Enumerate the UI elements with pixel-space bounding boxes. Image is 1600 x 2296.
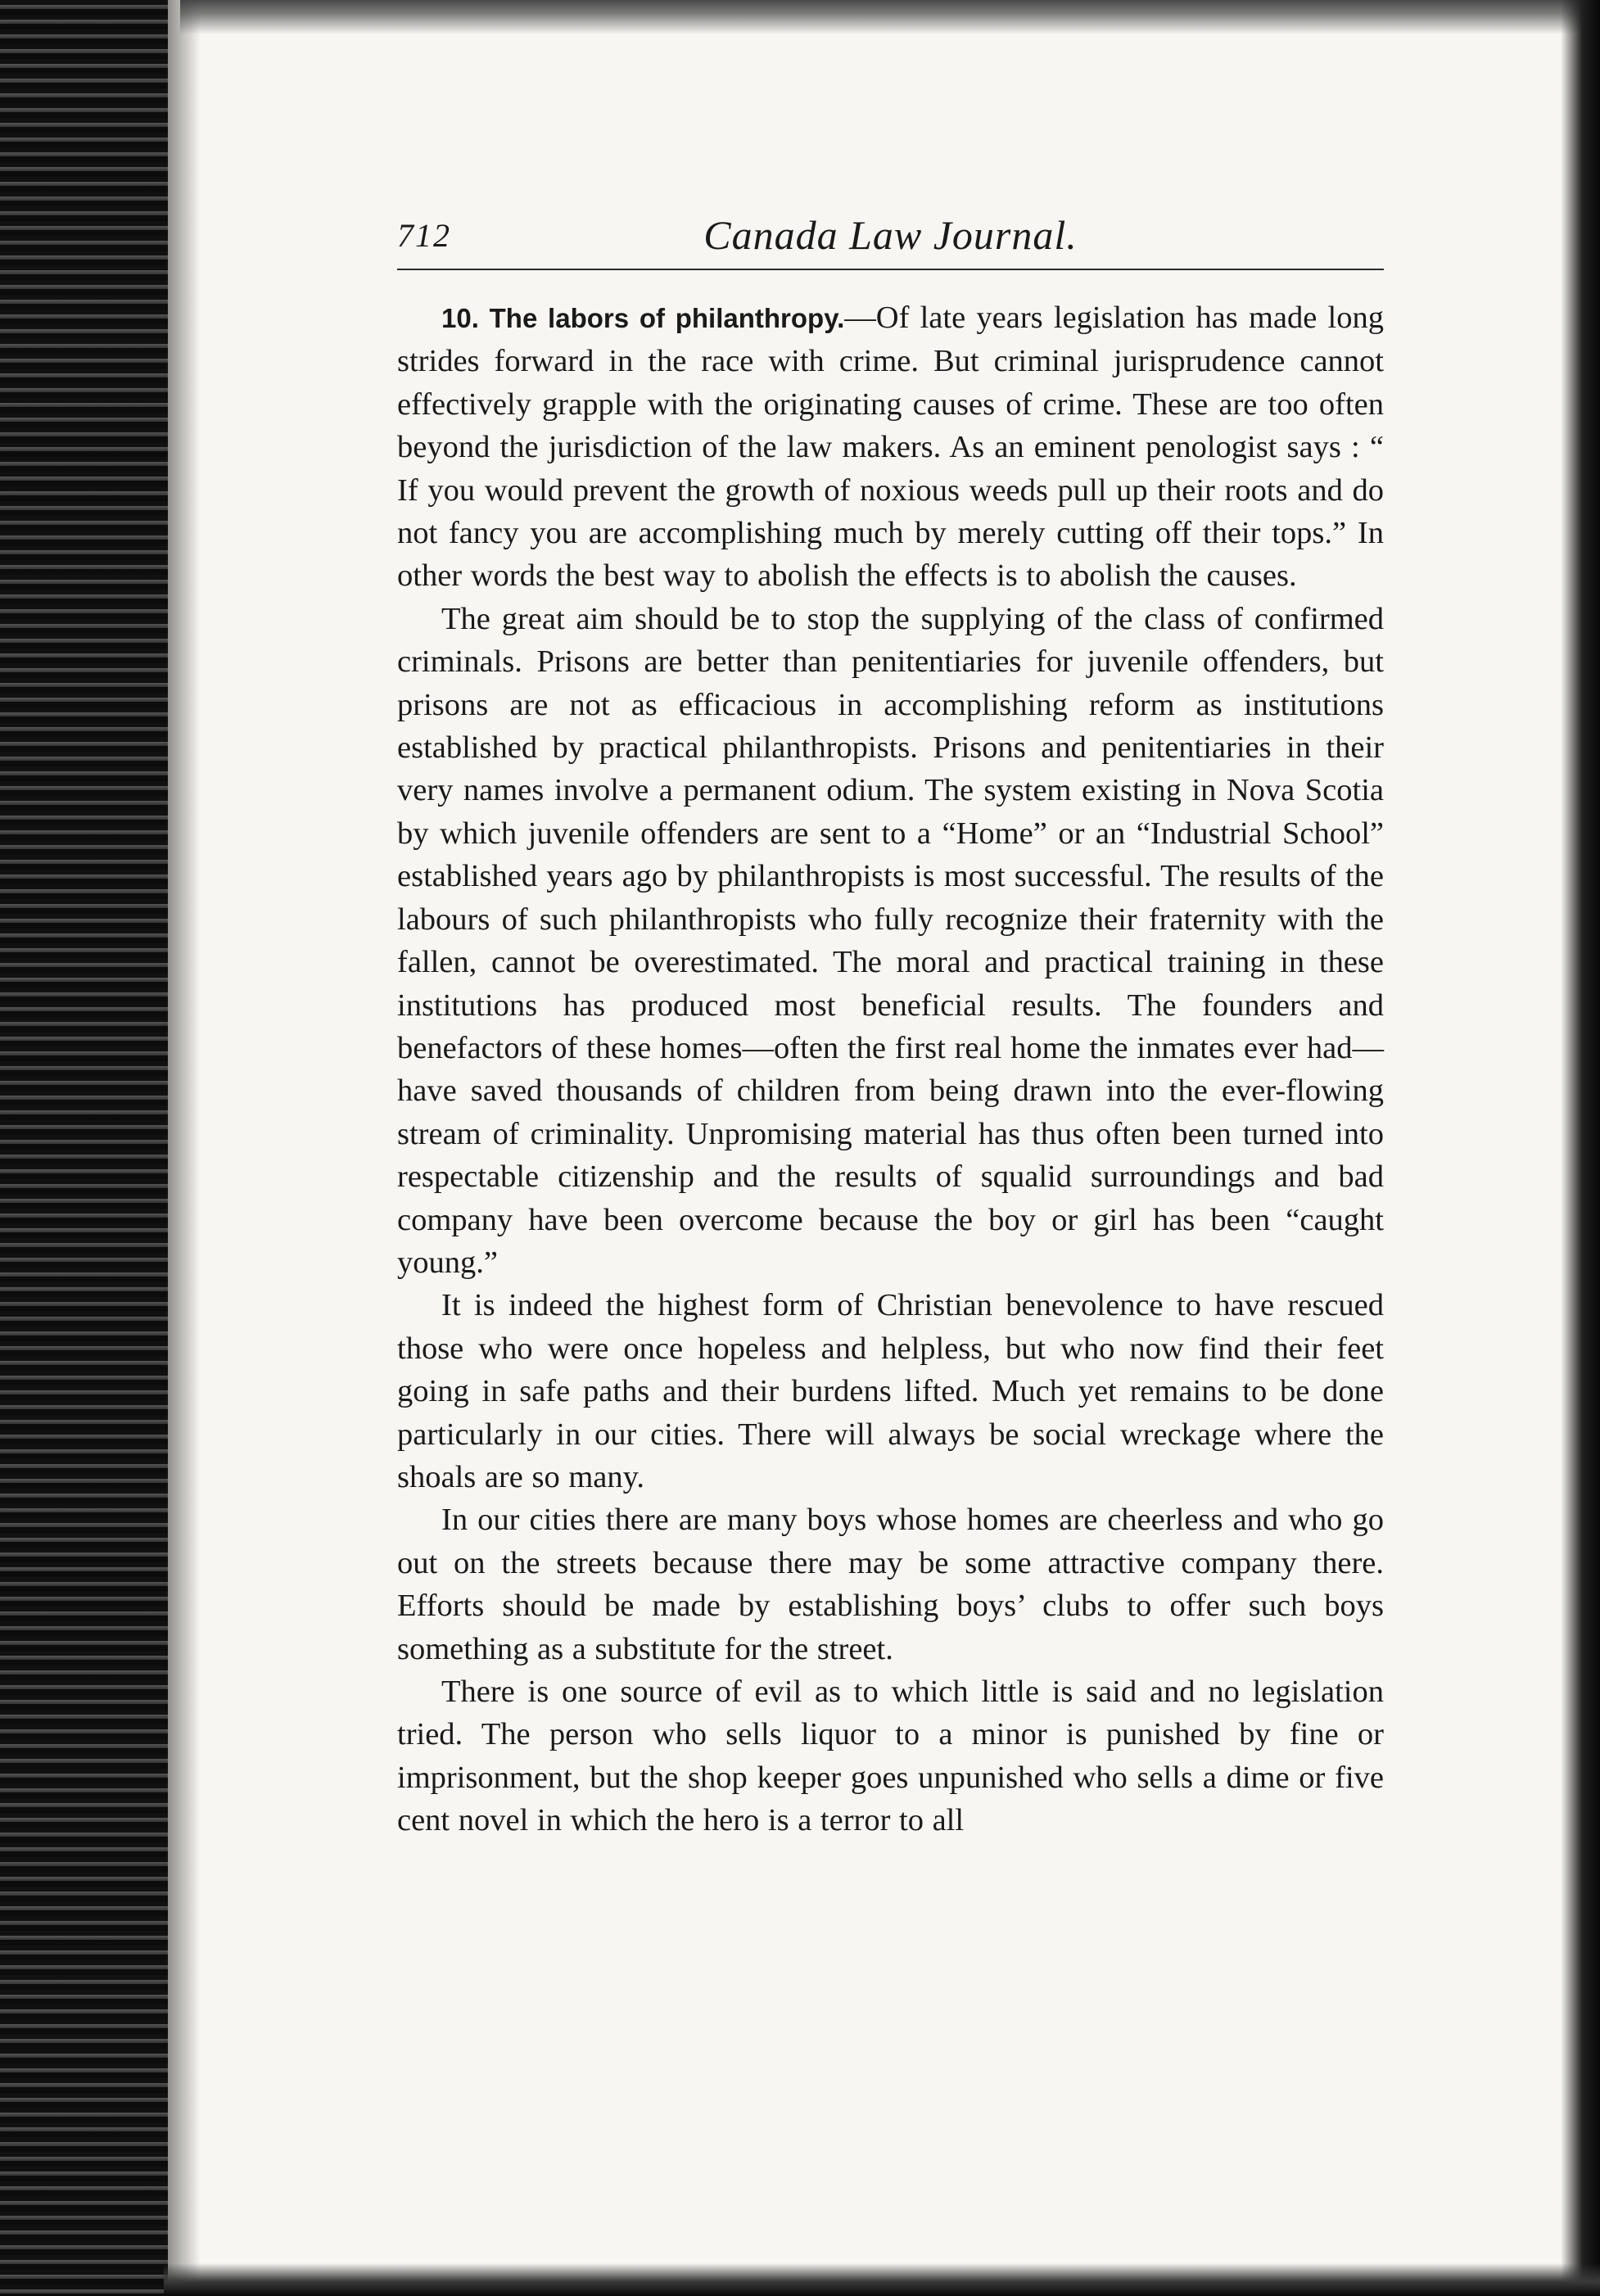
paragraph-2: The great aim should be to stop the supplying of the class of confirmed criminals. Prisons are better than penitentiaries for juvenile offenders, but prisons are not as efficacious in accomplishing reform as institutions established by practical philanthropists. Prisons and penitentiaries in their very names involve a permanent odium. The system existing in Nova Scotia by which juvenile offenders are sent to a “Home” or an “Industrial School” established years ago by philanthropists is most successful. The results of the labours of such philanthropists who fully recognize their fraternity with the fallen, cannot be overestimated. The moral and practical training in these institutions has produced most beneficial results. The founders and benefactors of these homes—often the first real home the inmates ever had—have saved thousands of children from being drawn into the ever-flowing stream of criminality. Unpromising material has thus often been turned into respectable citizenship and the results of squalid surroundings and bad company have been overcome because the boy or girl has been “caught young.” xyxy=(397,601,1384,1280)
scan-binding-edge xyxy=(0,0,168,2296)
section-heading: 10. The labors of philanthropy. xyxy=(441,303,845,333)
heading-dash: — xyxy=(844,301,876,335)
paragraph-1-text: Of late years legislation has made long strides forward in the race with crime. But criminal jurisprudence cannot effectively grapple with the originating causes of crime. These are too often beyond the jurisdiction of the law makers. As an eminent penologist says : “ If you would prevent the growth of noxious weeds pull up their roots and do not fancy you are accomplishing much by merely cutting off their tops.” In other words the best way to abolish the effects is to abolish the causes. xyxy=(397,301,1384,594)
paragraph-3: It is indeed the highest form of Christian benevolence to have rescued those who were once hopeless and helpless, but who now find their feet going in safe paths and their burdens lifted. Much yet remains to be done particularly in our cities. There will always be social wreckage where the shoals are so many. xyxy=(397,1288,1384,1494)
scan-border-bottom xyxy=(164,2263,1600,2296)
running-head xyxy=(397,211,1384,270)
journal-page xyxy=(397,211,1384,1842)
scan-border-top xyxy=(180,0,1600,34)
journal-title: Canada Law Journal. xyxy=(703,212,1078,258)
scan-border-right xyxy=(1561,0,1600,2296)
article-body xyxy=(397,296,1384,1842)
paragraph-4: In our cities there are many boys whose homes are cheerless and who go out on the streets because there may be some attractive company there. Efforts should be made by establishing boys’ clubs to offer such boys something as a substitute for the street. xyxy=(397,1503,1384,1666)
paragraph-5: There is one source of evil as to which little is said and no legislation tried. The person who sells liquor to a minor is punished by fine or imprisonment, but the shop keeper goes unpunished who sells a dime or five cent novel in which the hero is a terror to all xyxy=(397,1675,1384,1838)
scan-binding-shadow xyxy=(168,0,201,2296)
paragraph-1 xyxy=(397,296,1384,598)
page-number: 712 xyxy=(397,217,451,254)
